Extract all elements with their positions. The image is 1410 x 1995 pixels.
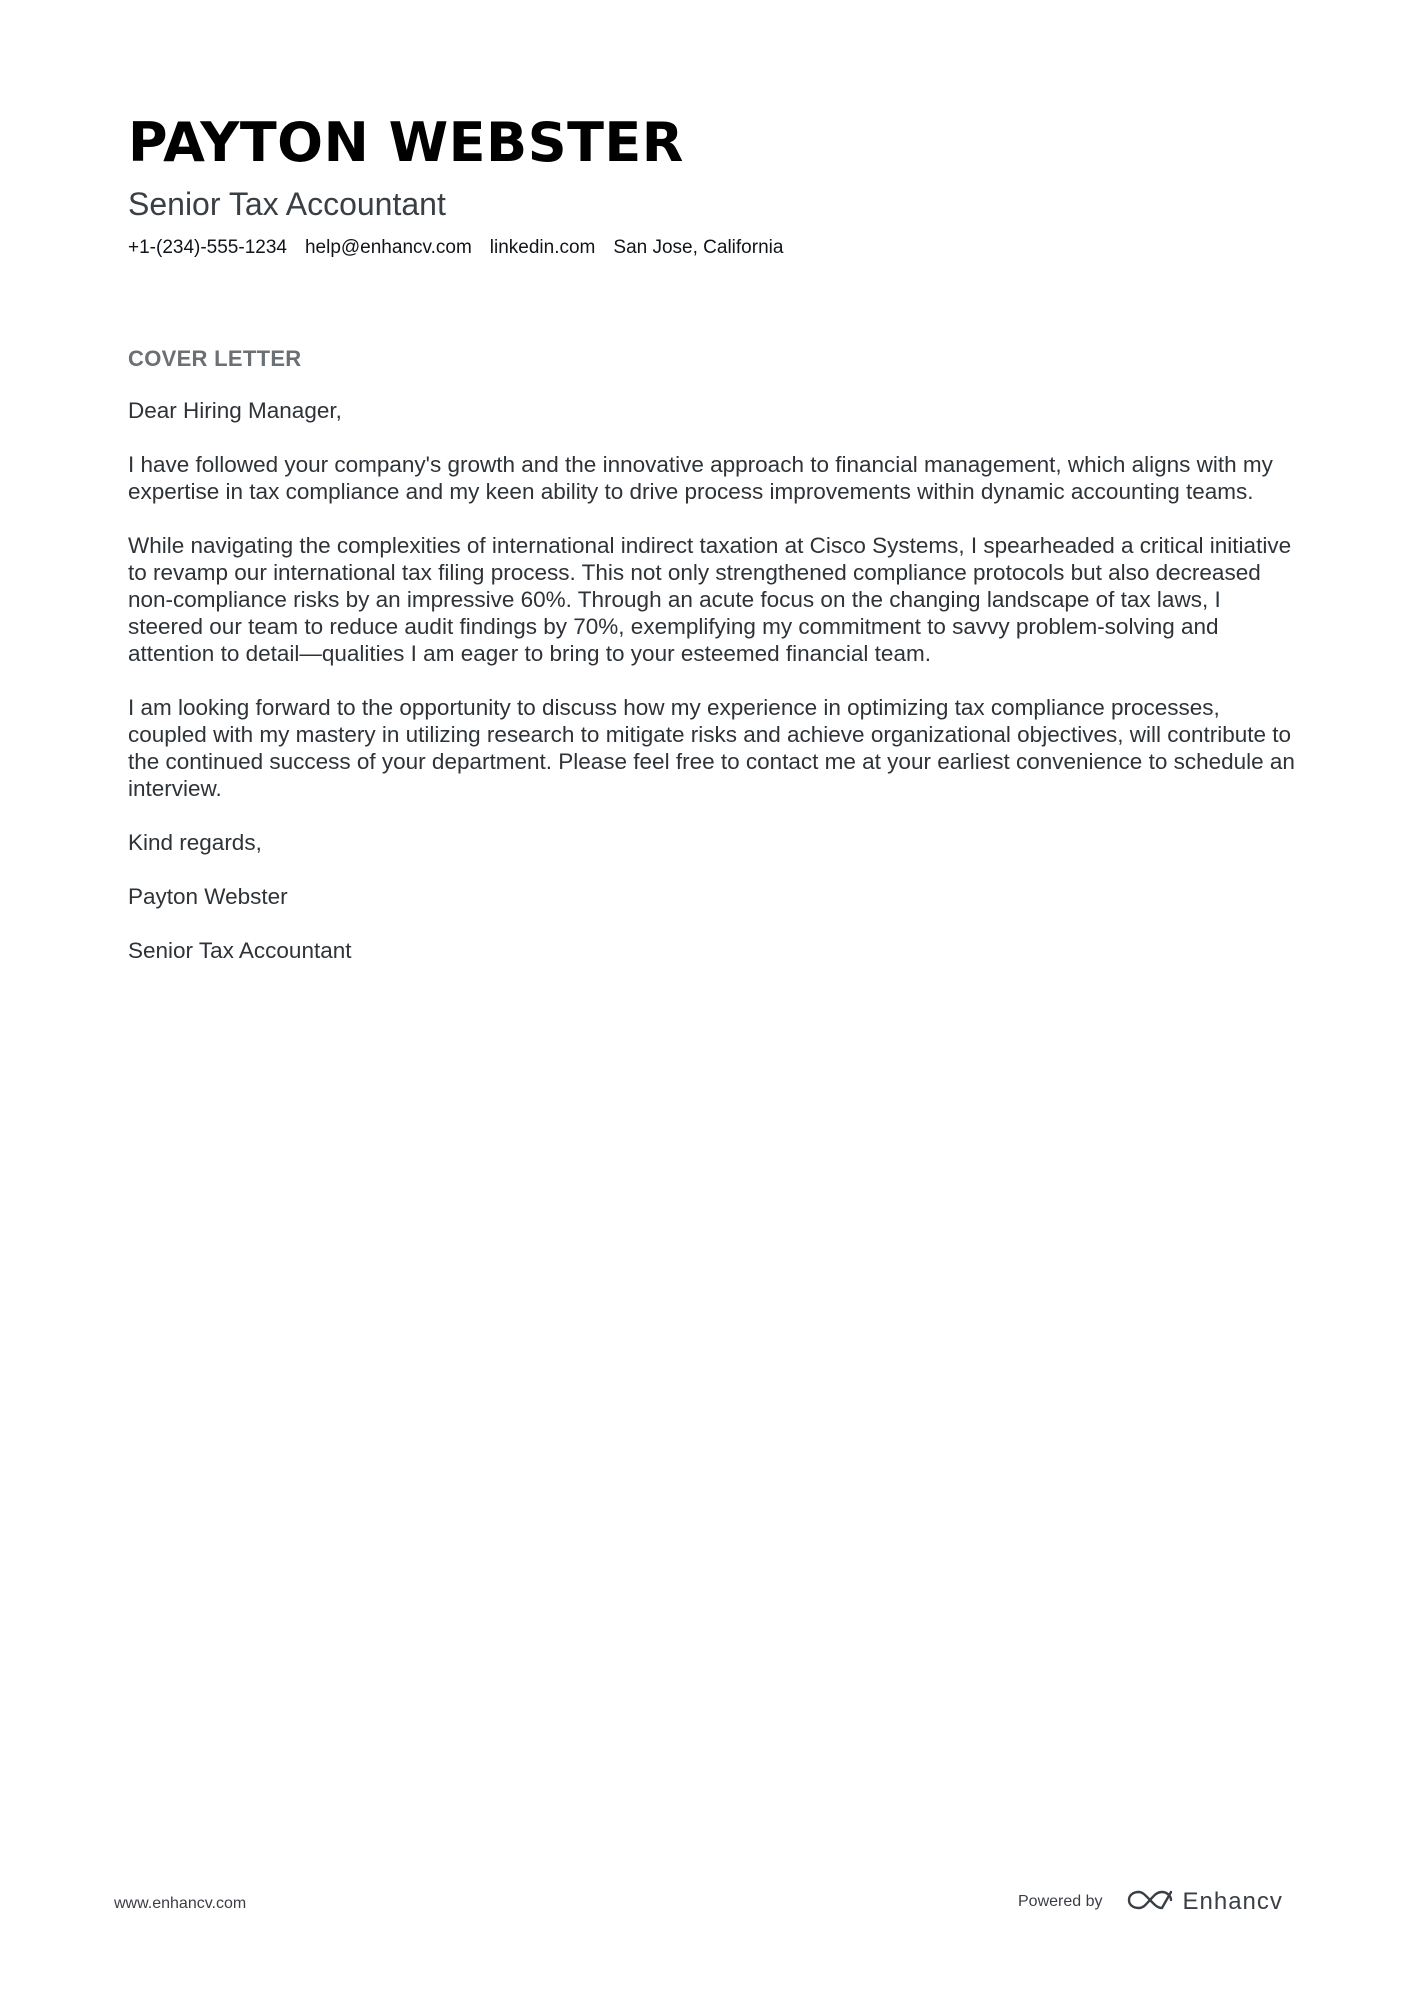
contact-location: San Jose, California [613, 237, 784, 258]
contact-linkedin: linkedin.com [489, 237, 596, 258]
header [128, 108, 1288, 260]
brand-link[interactable] [1127, 1888, 1283, 1917]
footer-url[interactable]: www.enhancv.com [114, 1895, 247, 1912]
letter-paragraph: I am looking forward to the opportunity to discuss how my experience in optimizing tax compliance processes, coupled with my mastery in utilizing research to mitigate risks and achieve organizational objectives, will contribute to the continued success of your department. Please feel free to contact me at your earliest convenience to schedule an interview. [128, 695, 1295, 801]
section-title: COVER LETTER [128, 346, 302, 371]
contact-phone: +1-(234)-555-1234 [128, 237, 287, 258]
powered-by-label: Powered by [1018, 1893, 1103, 1910]
closing: Kind regards, [128, 830, 262, 855]
enhancv-logo-icon [1127, 1888, 1173, 1917]
signature-name: Payton Webster [128, 884, 288, 909]
applicant-title: Senior Tax Accountant [128, 186, 446, 222]
applicant-name: PAYTON WEBSTER [128, 111, 684, 174]
footer-branding [1018, 1882, 1283, 1922]
letter-paragraph: I have followed your company's growth and the innovative approach to financial management, which aligns with my expertise in tax compliance and my keen ability to drive process improvements within dynamic accounting teams. [128, 452, 1273, 504]
brand-name: Enhancv [1182, 1888, 1283, 1915]
letter-paragraph: While navigating the complexities of international indirect taxation at Cisco Systems, I spearheaded a critical initiative to revamp our international tax filing process. This not only strengthened compliance protocols but also decreased non-compliance risks by an impressive 60%. Through an acute focus on the changing landscape of tax laws, I steered our team to reduce audit findings by 70%, exemplifying my commitment to savvy problem-solving and attention to detail—qualities I am eager to bring to your esteemed financial team. [128, 533, 1292, 666]
signature-title: Senior Tax Accountant [128, 938, 352, 963]
letter-body [128, 397, 1298, 964]
contact-info [128, 236, 1288, 260]
contact-email: help@enhancv.com [304, 237, 472, 258]
greeting: Dear Hiring Manager, [128, 398, 342, 423]
cover-letter-section [128, 345, 1298, 991]
